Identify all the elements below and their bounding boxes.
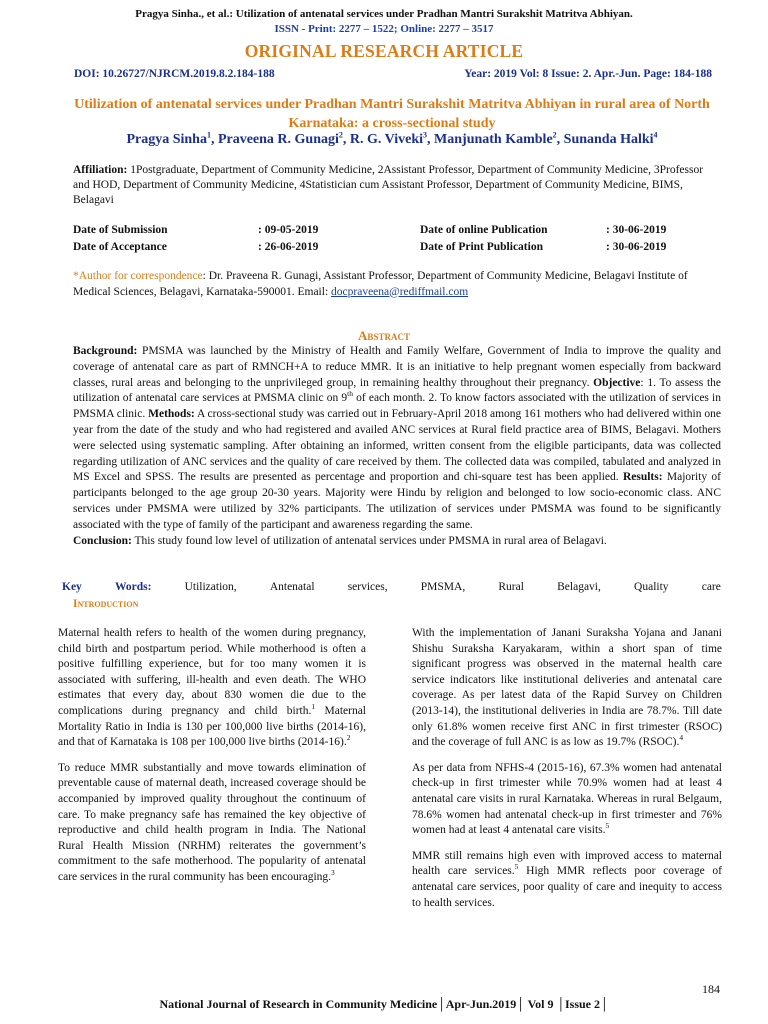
article-title: Utilization of antenatal services under Pradhan Mantri Surakshit Matritva Abhiyan in rural area of North Karnataka: a cross-sectional study — [74, 97, 710, 131]
author: Manjunath Kamble$^2$, — [434, 130, 564, 147]
correspondence: *Author for correspondence: Dr. Praveena R. Gunagi, Assistant Professor, Department of Community Medicine, Belagavi Institute of Medical Sciences, Belagavi, Karnataka-590001. Email: docpraveena@rediffmail.com — [73, 270, 688, 298]
keyword: Utilization, — [184, 581, 237, 593]
online-publication-label: Date of online Publication — [420, 224, 548, 236]
acceptance-date-value: : 26-06-2019 — [258, 241, 319, 253]
keywords-label: Words: — [114, 581, 152, 593]
journal-footer: National Journal of Research in Community Medicine│Apr-Jun.2019│ Vol 9 │Issue 2│ — [159, 997, 609, 1011]
keyword: Antenatal — [269, 581, 315, 593]
author: R. G. Viveki$^3$, — [349, 130, 435, 147]
year-volume-line: Year: 2019 Vol: 8 Issue: 2. Apr.-Jun. Page: 184-188 — [464, 68, 712, 80]
running-header: Pragya Sinha., et al.: Utilization of antenatal services under Pradhan Mantri Surakshit Matritva Abhiyan. — [135, 8, 633, 20]
acceptance-date-label: Date of Acceptance — [73, 241, 167, 253]
keyword: Rural — [498, 581, 524, 593]
abstract-heading: Abstract — [358, 328, 410, 343]
paragraph: Maternal health refers to health of the women during pregnancy, child birth and postpartum period. While motherhood is often a positive fulfilling experience, but for too many women it is associated with suffering, ill-health and even death. The WHO estimates that every day, about 830 women die due to the complications during pregnancy and child birth.$^1$ Maternal Mortality Ratio in India is 130 per 100,000 live births (2014-16), and that of Karnataka is 108 per 100,000 live births (2014-16).$^2$ — [58, 627, 366, 749]
submission-date-value: : 09-05-2019 — [258, 224, 319, 236]
left-column — [58, 626, 366, 896]
paragraph: MMR still remains high even with improved access to maternal health care services.$^5$ High MMR reflects poor coverage of antenatal care services, poor quality of care and inequity to access to health services. — [412, 849, 722, 909]
author-list — [62, 132, 722, 148]
author: Praveena R. Gunagi$^2$, — [217, 130, 350, 147]
issn-line: ISSN - Print: 2277 – 1522; Online: 2277 – 3517 — [274, 23, 494, 35]
print-publication-label: Date of Print Publication — [420, 241, 543, 253]
paragraph: As per data from NFHS-4 (2015-16), 67.3% women had antenatal check-up in first trimester while 70.9% women had at least 4 antenatal care visits in rural Karnataka. Whereas in rural Belgaum, 78.6% women had antenatal check-up in first trimester and 76% women had at least 4 antenatal care visits.$^5$ — [412, 761, 722, 837]
introduction-heading: Introduction — [73, 598, 139, 610]
affiliation: Affiliation: 1Postgraduate, Department of Community Medicine, 2Assistant Professor, Department of Community Medicine, 3Professor and HOD, Department of Community Medicine, 4Statistician cum Assistant Professor, Department of Community Medicine, BIMS, Belagavi — [73, 164, 704, 206]
author: Sunanda Halki$^4$ — [563, 130, 658, 147]
right-column — [412, 626, 722, 921]
paragraph: With the implementation of Janani Suraksha Yojana and Janani Shishu Suraksha Karyakaram, within a short span of time significant progress was observed in the maternal health care service indicators like institutional deliveries and antenatal care coverage. As per latest data of the Rapid Survey on Children (2013-14), the institutional deliveries in India are 78.7%. Till date only 61.8% women receive first ANC in first trimester (RSOC) and the coverage of full ANC is as low as 19.7% (RSOC).$^4$ — [412, 627, 722, 749]
author: Pragya Sinha$^1$, — [126, 130, 218, 147]
keywords-line — [62, 581, 721, 593]
article-type: ORIGINAL RESEARCH ARTICLE — [244, 41, 524, 61]
keyword: Quality — [634, 581, 669, 593]
print-publication-value: : 30-06-2019 — [606, 241, 667, 253]
keyword: care — [701, 581, 721, 593]
online-publication-value: : 30-06-2019 — [606, 224, 667, 236]
doi-line: DOI: 10.26727/NJRCM.2019.8.2.184-188 — [74, 68, 275, 80]
keyword: services, — [347, 581, 388, 593]
keyword: Belagavi, — [557, 581, 601, 593]
submission-date-label: Date of Submission — [73, 224, 168, 236]
paragraph: To reduce MMR substantially and move towards elimination of preventable cause of maternal death, increased coverage should be accompanied by improved quality throughout the continuum of care. To make pregnancy safe has remained the key objective of reproductive and child health program in India. The National Rural Health Mission (NRHM) reiterates the government’s commitment to the safe motherhood. The popularity of antenatal care services in the rural community has been encouraging.$^3$ — [58, 761, 366, 883]
abstract-body: Background: PMSMA was launched by the Ministry of Health and Family Welfare, Government of India to improve the quality and coverage of antenatal care as part of RMNCH+A to reduce MMR. It is an initiative to help pregnant women especially from backward classes, rural areas and belonging to the unprivileged group, in remaining healthy throughout their pregnancy. Objective: 1. To assess the utilization of antenatal care services at PMSMA clinic on 9th of each month. 2. To know factors associated with the utilization of services in PMSMA clinic. Methods: A cross-sectional study was carried out in February-April 2018 among 161 mothers who had delivered within one year from the date of the study and who had registered and availed ANC services at Rural field practice area of BIMS, Belagavi. Mothers were selected using systematic sampling. After obtaining an informed, written consent from the eligible participants, data was collected regarding utilization of ANC services and the quality of care received by them. The collected data was compiled, tabulated and analyzed in MS Excel and SPSS. The results are presented as percentage and proportion and chi-square test has been applied. Results: Majority of participants belonged to the age group 20-30 years. Majority were Hindu by religion and belonged to low socio-economic class. ANC services under PMSMA were utilized by 32% participants. The utilization of services under PMSMA was found to be significantly associated with the type of family of the participant and awareness regarding the same. Conclusion: This study found low level of utilization of antenatal services under PMSMA in rural area of Belagavi. — [73, 345, 721, 547]
correspondence-email-link[interactable]: docpraveena@rediffmail.com — [331, 285, 469, 298]
keywords-label: Key — [62, 581, 82, 593]
page-number: 184 — [702, 982, 720, 996]
keyword: PMSMA, — [420, 581, 466, 593]
